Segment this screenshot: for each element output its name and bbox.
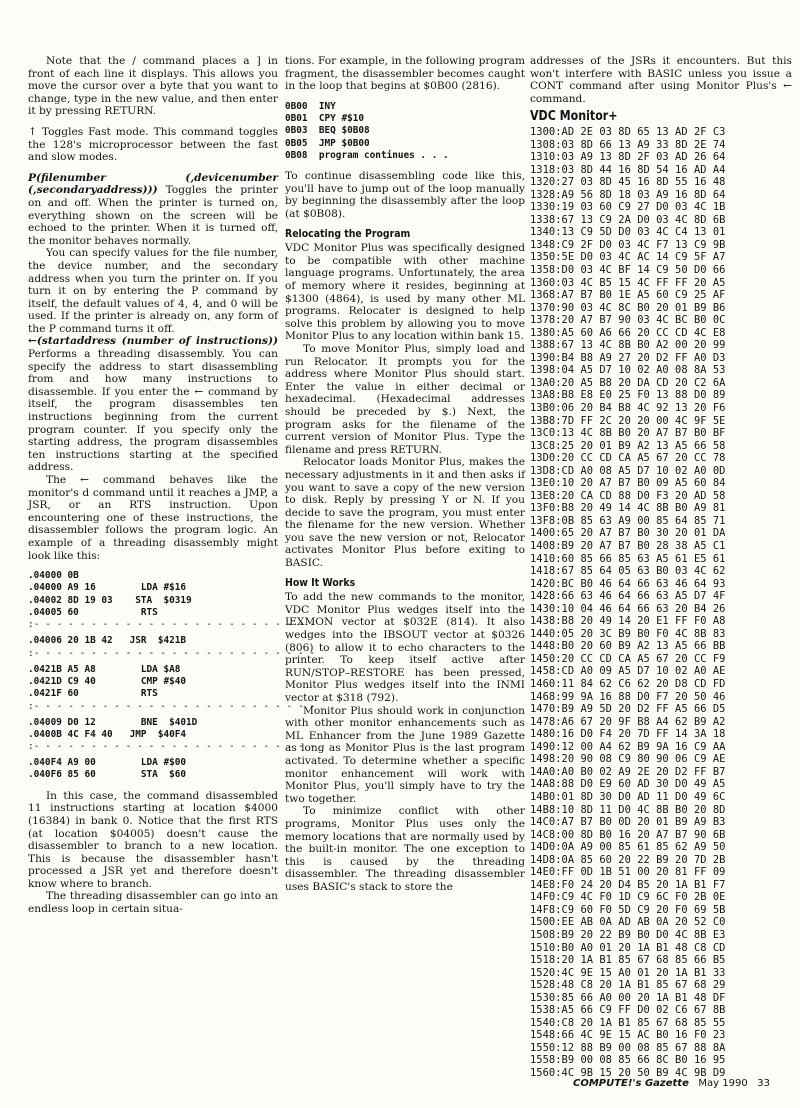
section-heading: How It Works xyxy=(285,575,356,589)
hex-line: 13A0:20 A5 B8 20 DA CD 20 C2 6A xyxy=(530,376,726,389)
hex-line: 14D0:0A A9 00 85 61 85 62 A9 50 xyxy=(530,841,726,854)
hex-line: 1380:A5 60 A6 66 20 CC CD 4C E8 xyxy=(530,326,726,339)
hex-line: 1460:11 84 62 C6 62 20 D8 CD FD xyxy=(530,678,726,691)
paragraph: To add the new commands to the monitor, VDC Monitor Plus wedges itself into the IEXMON vector at $032E (814). It also wedges into the IBSOUT vector at $0326 (806) to allow it to echo characters to the printer. To keep itself active after RUN/STOP–RESTORE has been pressed, Monitor Plus wedges itself into the INMI vector at $318 (792). xyxy=(285,591,525,705)
hex-line: 14E0:FF 0D 1B 51 00 20 81 FF 09 xyxy=(530,866,726,879)
hex-line: 14B8:10 8D 11 D0 4C 8B B0 20 8D xyxy=(530,803,726,816)
listing-separator: :- - - - - - - - - - - - - - - - - - - - - - - - - xyxy=(28,647,316,659)
hex-line: 13E0:10 20 A7 B7 B0 09 A5 60 84 xyxy=(530,477,726,490)
hex-line: 1410:60 85 66 85 63 A5 61 E5 61 xyxy=(530,552,726,565)
code-line: .04000 A9 16 LDA #$16 xyxy=(28,582,187,594)
hex-line: 1408:B9 20 A7 B7 B0 28 38 A5 C1 xyxy=(530,540,726,553)
paragraph: addresses of the JSRs it encounters. But this won't interfere with BASIC unless you issue a CONT command after using Monitor Plus's ← command. xyxy=(530,55,792,105)
hex-line: 1560:4C 9B 15 20 50 B9 4C 9B D9 xyxy=(530,1066,726,1079)
hex-line: 14F0:C9 4C F0 1D C9 6C F0 2B 0E xyxy=(530,891,726,904)
hex-line: 1350:5E D0 03 4C AC 14 C9 5F A7 xyxy=(530,251,726,264)
hex-line: 13A8:B8 E8 E0 25 F0 13 88 D0 89 xyxy=(530,389,726,402)
hex-line: 1518:20 1A B1 85 67 68 85 66 B5 xyxy=(530,954,726,967)
hex-line: 1308:03 8D 66 13 A9 33 8D 2E 74 xyxy=(530,138,726,151)
paragraph: To move Monitor Plus, simply load and run Relocator. It prompts you for the address where Monitor Plus should start. Enter the value in either decimal or hexadecimal. (Hexadecimal addresses should be preceded by $.) Next, the program asks for the filename of the current version of Monitor Plus. Type the filename and press RETURN. xyxy=(285,342,525,456)
hex-line: 1558:B9 00 08 85 66 8C B0 16 95 xyxy=(530,1054,726,1067)
paragraph: The ← command behaves like the monitor's d command until it reaches a JMP, a JSR, or an RTS instruction. Upon encountering one of these instructions, the disassembler follows the program logic. An example of a threading disassembly might look like this: xyxy=(28,474,278,562)
hex-line: 1428:66 63 46 64 66 63 A5 D7 4F xyxy=(530,590,726,603)
hex-line: 1398:04 A5 D7 10 02 A0 08 8A 53 xyxy=(530,364,726,377)
hex-line: 1548:66 4C 9E 15 AC B0 16 F0 23 xyxy=(530,1029,726,1042)
hex-line: 1358:D0 03 4C BF 14 C9 50 D0 66 xyxy=(530,263,726,276)
hex-line: 1320:27 03 8D 45 16 8D 55 16 48 xyxy=(530,176,726,189)
paragraph: To minimize conflict with other programs, Monitor Plus uses only the memory locations that are normally used by the built-in monitor. The one exception to this is caused by the threading disassembler. The threading disassembler uses BASIC's stack to store the xyxy=(285,805,525,893)
fast-mode-description: ↑ Toggles Fast mode. This command toggles the 128's microprocessor between the fast and slow modes. xyxy=(28,125,278,164)
listing-title: VDC Monitor+ xyxy=(530,109,618,125)
hex-line: 1318:03 8D 44 16 8D 54 16 AD A4 xyxy=(530,163,726,176)
paragraph: Monitor Plus should work in conjunction with other monitor enhancements such as ML Enhancer from the June 1989 Gazette as long as Monitor Plus is the last program activated. To determine whether a specific monitor enhancement will work with Monitor Plus, you'll simply have to try the two together. xyxy=(285,704,525,805)
command-text: Toggles the printer on and off. When the printer is turned on, everything shown on the screen will be echoed to the printer. When it is turned off, the monitor behaves normally. xyxy=(28,184,278,247)
code-line: 0B08 program continues . . . xyxy=(285,149,449,161)
hex-line: 1340:13 C9 5D D0 03 4C C4 13 01 xyxy=(530,226,726,239)
hex-line: 1330:19 03 60 C9 27 D0 03 4C 1B xyxy=(530,201,726,214)
hex-line: 13D0:20 CC CD CA A5 67 20 CC 78 xyxy=(530,452,726,465)
code-line: .040F6 85 60 STA $60 xyxy=(28,769,187,781)
hex-line: 1498:20 90 08 C9 80 90 06 C9 AE xyxy=(530,753,726,766)
hex-line: 1368:A7 B7 B0 1E A5 60 C9 25 AF xyxy=(530,289,726,302)
hex-line: 1388:67 13 4C 8B B0 A2 00 20 99 xyxy=(530,339,726,352)
hex-line: 13F0:B8 20 49 14 4C 8B B0 A9 81 xyxy=(530,502,726,515)
publication-name: COMPUTE!'s Gazette xyxy=(573,1078,689,1089)
hex-line: 13B8:7D FF 2C 20 20 00 4C 9F 5E xyxy=(530,414,726,427)
code-line: .0421B A5 A8 LDA $A8 xyxy=(28,663,181,675)
disassembly-listing xyxy=(28,570,316,782)
loop-code-listing xyxy=(285,101,525,162)
hex-line: 14C8:00 8D B0 16 20 A7 B7 90 6B xyxy=(530,828,726,841)
printer-command-description xyxy=(28,172,278,248)
hex-line: 14A0:A0 B0 02 A9 2E 20 D2 FF B7 xyxy=(530,765,726,778)
code-line: .0400B 4C F4 40 JMP $40F4 xyxy=(28,728,187,740)
code-line: .04009 D0 12 BNE $401D xyxy=(28,716,198,728)
hex-line: 1360:03 4C B5 15 4C FF FF 20 A5 xyxy=(530,276,726,289)
page-number: 33 xyxy=(757,1078,770,1089)
code-line: .0421D C9 40 CMP #$40 xyxy=(28,675,187,687)
hex-line: 1500:EE AB 0A AD AB 0A 20 52 C0 xyxy=(530,916,726,929)
hex-line: 1480:16 D0 F4 20 7D FF 14 3A 18 xyxy=(530,728,726,741)
hex-line: 1520:4C 9E 15 A0 01 20 1A B1 33 xyxy=(530,966,726,979)
code-line: 0B00 INY xyxy=(285,100,336,112)
section-heading: Relocating the Program xyxy=(285,226,411,240)
hex-line: 1458:CD A0 09 A5 D7 10 02 A0 AE xyxy=(530,665,726,678)
command-syntax: P(filenumber (,devicenumber (,secondaryaddress))) xyxy=(28,171,278,197)
hex-line: 1490:12 00 A4 62 B9 9A 16 C9 AA xyxy=(530,740,726,753)
hex-line: 1300:AD 2E 03 8D 65 13 AD 2F C3 xyxy=(530,125,726,138)
command-syntax: ←(startaddress (number of instructions)) xyxy=(28,335,278,348)
hex-line: 14F8:C9 60 F0 5D C9 20 F0 69 5B xyxy=(530,903,726,916)
hex-line: 1310:03 A9 13 8D 2F 03 AD 26 64 xyxy=(530,151,726,164)
hex-line: 1328:A9 56 8D 18 03 A9 16 8D 64 xyxy=(530,188,726,201)
hex-line: 13F8:0B 85 63 A9 00 85 64 85 71 xyxy=(530,514,726,527)
hex-line: 1478:A6 67 20 9F B8 A4 62 B9 A2 xyxy=(530,715,726,728)
hex-line: 1390:B4 B8 A9 27 20 D2 FF A0 D3 xyxy=(530,351,726,364)
issue-date: May 1990 xyxy=(698,1078,748,1089)
hex-line: 1538:A5 66 C9 FF D0 02 C6 67 8B xyxy=(530,1004,726,1017)
code-line: 0B01 CPY #$10 xyxy=(285,113,365,125)
hex-line: 1440:05 20 3C B9 B0 F0 4C 8B 83 xyxy=(530,627,726,640)
threading-command-description xyxy=(28,335,278,474)
hex-line: 14E8:F0 24 20 D4 B5 20 1A B1 F7 xyxy=(530,878,726,891)
hex-line: 1370:90 03 4C 8C B0 20 01 B9 B6 xyxy=(530,301,726,314)
hex-line: 1510:B0 A0 01 20 1A B1 48 C8 CD xyxy=(530,941,726,954)
code-line: .0421F 60 RTS xyxy=(28,688,158,700)
hex-line: 1540:C8 20 1A B1 85 67 68 85 55 xyxy=(530,1016,726,1029)
paragraph: VDC Monitor Plus was specifically designed to be compatible with other machine language programs. Unfortunately, the area of memory where it resides, beginning at $1300 (4864), is used by many other ML programs. Relocater is designed to help solve this problem by allowing you to move Monitor Plus to any location within bank 15. xyxy=(285,242,525,343)
code-line: .04000 0B xyxy=(28,570,79,582)
listing-separator: :- - - - - - - - - - - - - - - - - - - - - - - - - xyxy=(28,741,316,753)
listing-separator: :- - - - - - - - - - - - - - - - - - - - - - - - - xyxy=(28,619,316,631)
page-footer xyxy=(573,1078,770,1089)
hex-line: 1468:99 9A 16 88 D0 F7 20 50 46 xyxy=(530,690,726,703)
hex-line: 1418:67 85 64 05 63 B0 03 4C 62 xyxy=(530,565,726,578)
code-line: 0B05 JMP $0B00 xyxy=(285,137,370,149)
hex-line: 1438:B8 20 49 14 20 E1 FF F0 A8 xyxy=(530,615,726,628)
paragraph: Relocator loads Monitor Plus, makes the necessary adjustments in it and then asks if you want to save a copy of the new version to disk. Reply by pressing Y or N. If you decide to save the program, you must enter the filename for the new version. Whether you save the new version or not, Relocator activates Monitor Plus before exiting to BASIC. xyxy=(285,456,525,570)
hex-line: 1338:67 13 C9 2A D0 03 4C 8D 6B xyxy=(530,213,726,226)
code-line: .040F4 A9 00 LDA #$00 xyxy=(28,757,187,769)
hex-line: 14C0:A7 B7 B0 0D 20 01 B9 A9 B3 xyxy=(530,816,726,829)
hex-line: 13E8:20 CA CD 88 D0 F3 20 AD 58 xyxy=(530,489,726,502)
paragraph: You can specify values for the file number, the device number, and the secondary address when you turn the printer on. If you turn it on by entering the P command by itself, the default values of 4, 4, and 0 will be used. If the printer is already on, any form of the P command turns it off. xyxy=(28,247,278,335)
code-line: 0B03 BEQ $0B08 xyxy=(285,125,370,137)
hex-line: 14A8:88 D0 E9 60 AD 30 D0 49 A5 xyxy=(530,778,726,791)
hex-line: 1430:10 04 46 64 66 63 20 B4 26 xyxy=(530,602,726,615)
hex-line: 1400:65 20 A7 B7 B0 30 20 01 DA xyxy=(530,527,726,540)
column-3 xyxy=(530,55,792,1080)
paragraph: tions. For example, in the following program fragment, the disassembler becomes caught in the loop that begins at $0B00 (2816). xyxy=(285,55,525,93)
hex-line: 13B0:06 20 B4 B8 4C 92 13 20 F6 xyxy=(530,402,726,414)
paragraph: In this case, the command disassembled 11 instructions starting at location $4000 (16384) in bank 0. Notice that the first RTS (at location $04005) doesn't cause the disassembler to branch to a new location. This is because the disassembler hasn't processed a JSR yet and therefore doesn't know where to branch. xyxy=(28,789,278,890)
paragraph: The threading disassembler can go into an endless loop in certain situa- xyxy=(28,890,278,916)
code-line: .04002 8D 19 03 STA $0319 xyxy=(28,594,192,606)
hex-line: 1378:20 A7 B7 90 03 4C BC B0 0C xyxy=(530,314,726,327)
command-text: Performs a threading disassembly. You can specify the address to start disassembling from and how many instructions to disassemble. If you enter the ← command by itself, the program disassembles ten instructions beginning from the current program counter. If you specify only the starting address, the program disassembles ten instructions starting at the specified address. xyxy=(28,348,278,474)
hex-line: 1470:B9 A9 5D 20 D2 FF A5 66 D5 xyxy=(530,703,726,716)
hex-line: 1550:12 88 B9 00 08 85 67 88 8A xyxy=(530,1041,726,1054)
paragraph: To continue disassembling code like this, you'll have to jump out of the loop manually by beginning the disassembly after the loop (at $0B08). xyxy=(285,170,525,221)
paragraph: Note that the / command places a ] in front of each line it displays. This allows you move the cursor over a byte that you want to change, type in the new value, and then enter it by pressing RETURN. xyxy=(28,55,278,118)
hex-line: 13D8:CD A0 08 A5 D7 10 02 A0 0D xyxy=(530,464,726,477)
hex-line: 1448:B0 20 60 B9 A2 13 A5 66 BB xyxy=(530,640,726,653)
hex-line: 1508:B9 20 22 B9 B0 D0 4C 8B E3 xyxy=(530,928,726,941)
hex-line: 1450:20 CC CD CA A5 67 20 CC F9 xyxy=(530,652,726,665)
code-line: .04006 20 1B 42 JSR $421B xyxy=(28,635,187,647)
hex-line: 13C0:13 4C 8B B0 20 A7 B7 B0 BF xyxy=(530,427,726,440)
hex-line: 1530:85 66 A0 00 20 1A B1 48 DF xyxy=(530,991,726,1004)
hex-line: 13C8:25 20 01 B9 A2 13 A5 66 58 xyxy=(530,439,726,452)
hex-line: 14D8:0A 85 60 20 22 B9 20 7D 2B xyxy=(530,853,726,866)
hex-line: 1348:C9 2F D0 03 4C F7 13 C9 9B xyxy=(530,238,726,251)
hex-listing xyxy=(530,126,792,1080)
code-line: .04005 60 RTS xyxy=(28,607,158,619)
hex-line: 14B0:01 8D 30 D0 AD 11 D0 49 6C xyxy=(530,790,726,803)
column-2 xyxy=(285,55,525,894)
hex-line: 1420:BC B0 46 64 66 63 46 64 93 xyxy=(530,577,726,590)
hex-line: 1528:48 C8 20 1A B1 85 67 68 29 xyxy=(530,979,726,992)
listing-separator: :- - - - - - - - - - - - - - - - - - - - - - - - - xyxy=(28,700,316,712)
